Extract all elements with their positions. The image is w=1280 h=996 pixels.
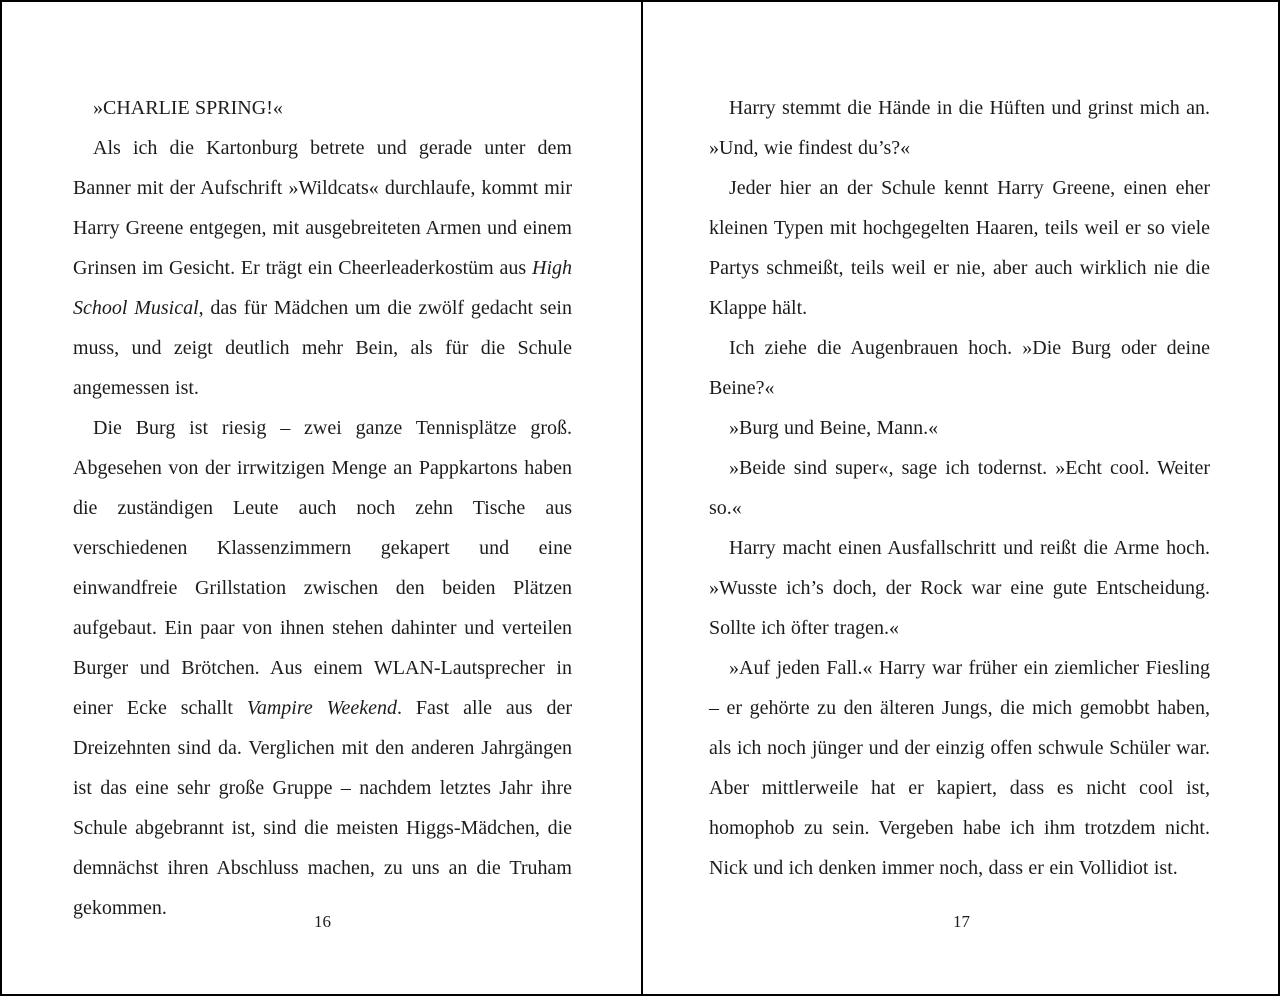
paragraph [709,88,1210,168]
page-divider [641,2,643,994]
paragraph [73,408,572,928]
text-run: Ich ziehe die Augenbrauen hoch. »Die Burg oder deine Beine?« [709,337,1210,399]
text-run: Die Burg ist riesig – zwei ganze Tennisplätze groß. Abgesehen von der irrwitzigen Menge an Pappkartons haben die zuständigen Leute auch noch zehn Tische aus verschiedenen Klassenzimmern gekapert und eine einwandfreie Grillstation zwischen den beiden Plätzen aufgebaut. Ein paar von ihnen stehen dahinter und verteilen Burger und Brötchen. Aus einem WLAN-Lautsprecher in einer Ecke schallt [73,417,572,719]
paragraph [709,408,1210,448]
text-run: Als ich die Kartonburg betrete und gerade unter dem Banner mit der Aufschrift »Wildcats« durchlaufe, kommt mir Harry Greene entgegen, mit ausgebreiteten Armen und einem Grinsen im Gesicht. Er trägt ein Cheerleaderkostüm aus [73,137,572,279]
text-run: Jeder hier an der Schule kennt Harry Greene, einen eher kleinen Typen mit hochgegelten Haaren, teils weil er so viele Partys schmeißt, teils weil er nie, aber auch wirklich nie die Klappe hält. [709,177,1210,319]
text-run: , das für Mädchen um die zwölf gedacht sein muss, und zeigt deutlich mehr Bein, als für die Schule angemessen ist. [73,297,572,399]
page-right-number: 17 [953,912,970,931]
italic-work-title: High School Musical [73,257,572,319]
paragraph [709,168,1210,328]
paragraph [709,448,1210,528]
text-run: . Fast alle aus der Dreizehnten sind da. Verglichen mit den anderen Jahrgängen ist das eine sehr große Gruppe – nachdem letztes Jahr ihre Schule abgebrannt ist, sind die meisten Higgs-Mädchen, die demnächst ihren Abschluss machen, zu uns an die Truham gekommen. [73,697,572,919]
text-run: »Beide sind super«, sage ich todernst. »Echt cool. Weiter so.« [709,457,1210,519]
paragraph [709,648,1210,888]
text-run: »Auf jeden Fall.« Harry war früher ein ziemlicher Fiesling – er gehörte zu den älteren Jungs, die mich gemobbt haben, als ich noch jünger und der einzig offen schwule Schüler war. Aber mittlerweile hat er kapiert, dass es nicht cool ist, homophob zu sein. Vergeben habe ich ihm trotzdem nicht. Nick und ich denken immer noch, dass er ein Vollidiot ist. [709,657,1210,879]
page-right-text [709,88,1210,888]
text-run: »Burg und Beine, Mann.« [729,417,939,439]
text-run: Harry stemmt die Hände in die Hüften und grinst mich an. »Und, wie findest du’s?« [709,97,1210,159]
paragraph [709,328,1210,408]
paragraph [73,88,572,128]
italic-work-title: Vampire Weekend [246,697,397,719]
text-run: Harry macht einen Ausfallschritt und reißt die Arme hoch. »Wusste ich’s doch, der Rock war eine gute Entscheidung. Sollte ich öfter tragen.« [709,537,1210,639]
page-left-text [73,88,572,928]
page-left-number: 16 [314,912,331,931]
paragraph [73,128,572,408]
text-run: »CHARLIE SPRING!« [93,97,283,119]
paragraph [709,528,1210,648]
